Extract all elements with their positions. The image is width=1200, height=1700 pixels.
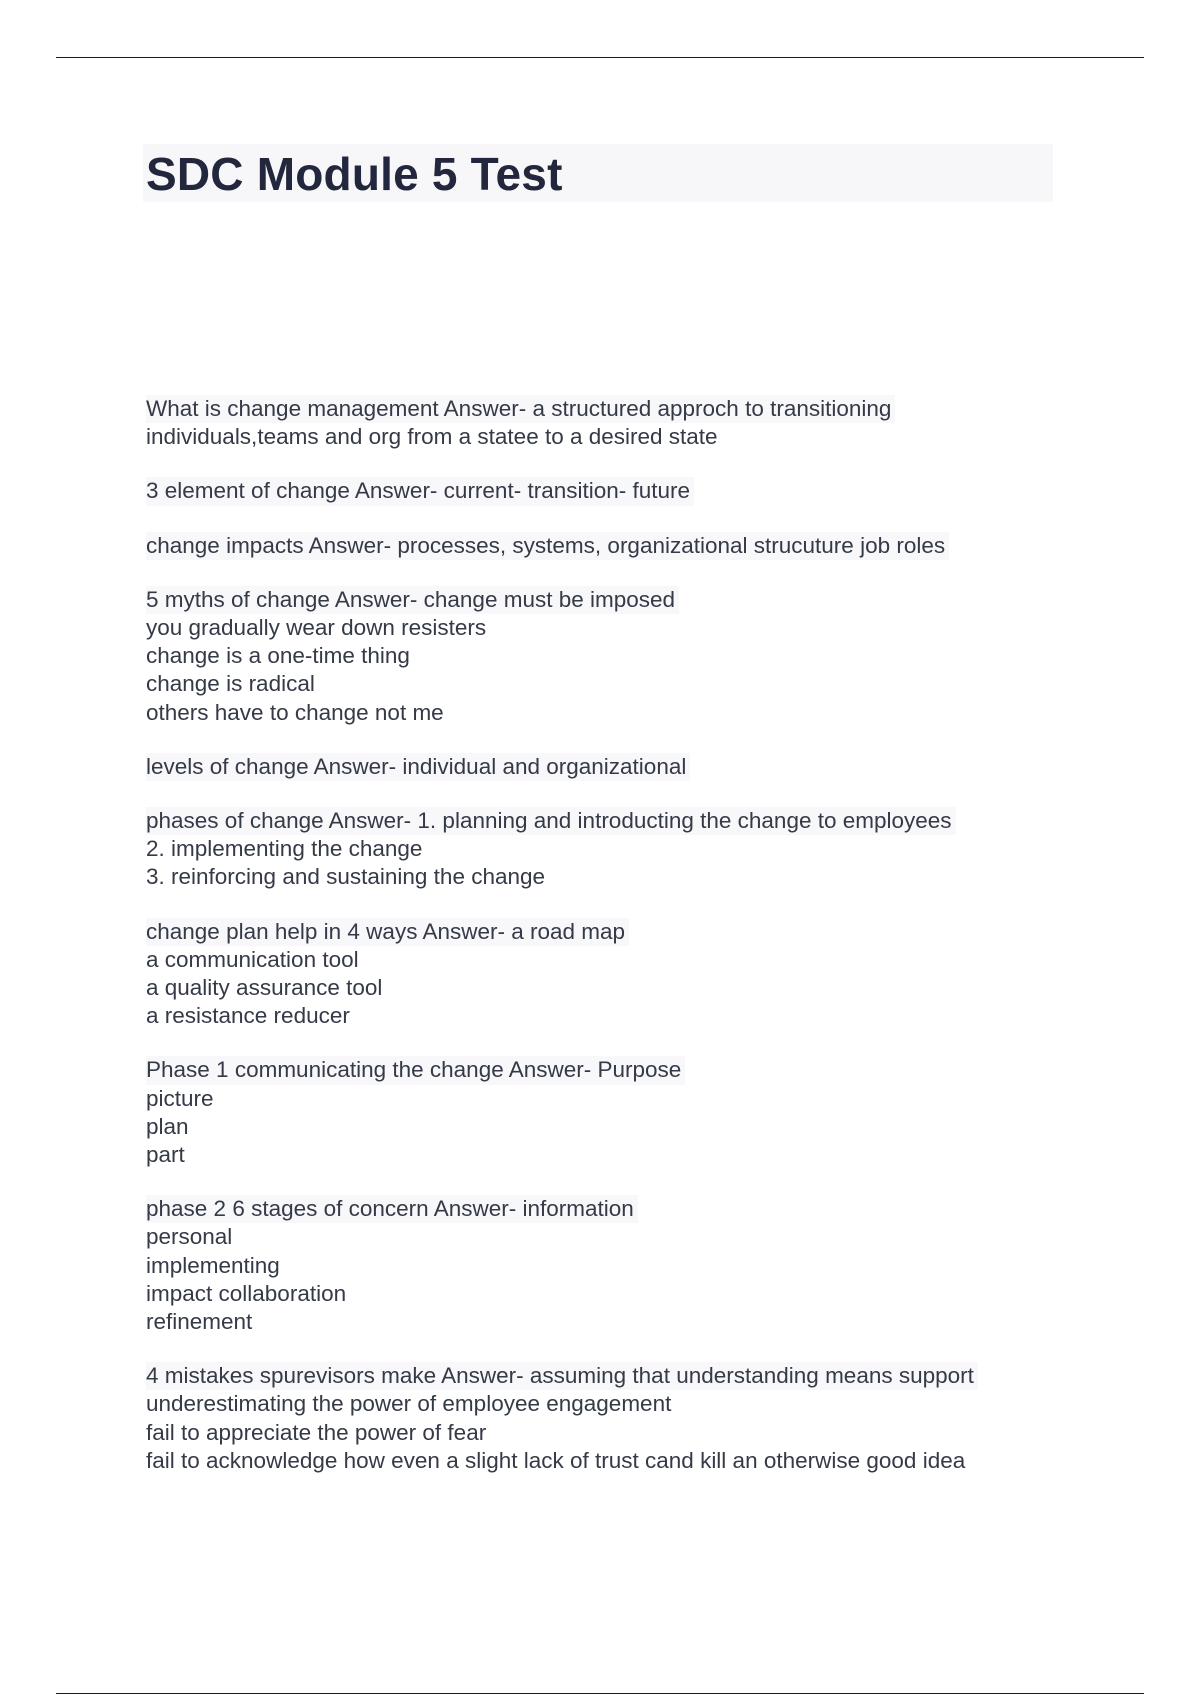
- qa-answer-line: underestimating the power of employee engagement: [146, 1391, 672, 1417]
- qa-question-line: phase 2 6 stages of concern Answer- information: [146, 1195, 638, 1223]
- qa-answer-line: 3. reinforcing and sustaining the change: [146, 864, 546, 890]
- qa-answer-line: fail to acknowledge how even a slight lack of trust cand kill an otherwise good idea: [146, 1447, 966, 1473]
- qa-question-line: change plan help in 4 ways Answer- a road map: [146, 918, 629, 946]
- qa-list: [146, 395, 1066, 1501]
- qa-question-line: 5 myths of change Answer- change must be imposed: [146, 586, 679, 614]
- qa-item: [146, 477, 1066, 505]
- qa-answer-line: picture: [146, 1085, 214, 1111]
- qa-answer-line: part: [146, 1142, 185, 1168]
- qa-item: [146, 532, 1066, 560]
- qa-answer-line: individuals,teams and org from a statee to a desired state: [146, 424, 718, 450]
- qa-item: [146, 395, 1066, 451]
- qa-answer-line: implementing: [146, 1252, 280, 1278]
- qa-answer-line: impact collaboration: [146, 1280, 347, 1306]
- qa-answer-line: a quality assurance tool: [146, 975, 383, 1001]
- qa-answer-line: plan: [146, 1113, 189, 1139]
- qa-question-line: 3 element of change Answer- current- transition- future: [146, 477, 694, 505]
- document-title: SDC Module 5 Test: [146, 148, 563, 200]
- qa-item: [146, 586, 1066, 727]
- bottom-rule: [56, 1693, 1144, 1694]
- qa-answer-line: you gradually wear down resisters: [146, 615, 487, 641]
- qa-answer-line: 2. implementing the change: [146, 836, 423, 862]
- qa-item: [146, 1362, 1066, 1475]
- qa-question-line: levels of change Answer- individual and organizational: [146, 753, 690, 781]
- qa-answer-line: a communication tool: [146, 946, 359, 972]
- qa-answer-line: fail to appreciate the power of fear: [146, 1419, 487, 1445]
- qa-item: [146, 1056, 1066, 1169]
- qa-question-line: phases of change Answer- 1. planning and introducting the change to employees: [146, 807, 956, 835]
- qa-item: [146, 753, 1066, 781]
- qa-item: [146, 1195, 1066, 1336]
- qa-answer-line: change is radical: [146, 671, 315, 697]
- qa-answer-line: personal: [146, 1224, 233, 1250]
- qa-question-line: change impacts Answer- processes, systems, organizational strucuture job roles: [146, 532, 949, 560]
- qa-question-line: What is change management Answer- a structured approch to transitioning: [146, 395, 895, 423]
- qa-item: [146, 918, 1066, 1031]
- qa-item: [146, 807, 1066, 892]
- qa-question-line: 4 mistakes spurevisors make Answer- assuming that understanding means support: [146, 1362, 978, 1390]
- top-rule: [56, 57, 1144, 58]
- qa-answer-line: a resistance reducer: [146, 1003, 350, 1029]
- qa-answer-line: refinement: [146, 1309, 253, 1335]
- qa-answer-line: others have to change not me: [146, 699, 444, 725]
- qa-answer-line: change is a one-time thing: [146, 643, 410, 669]
- qa-question-line: Phase 1 communicating the change Answer- Purpose: [146, 1056, 685, 1084]
